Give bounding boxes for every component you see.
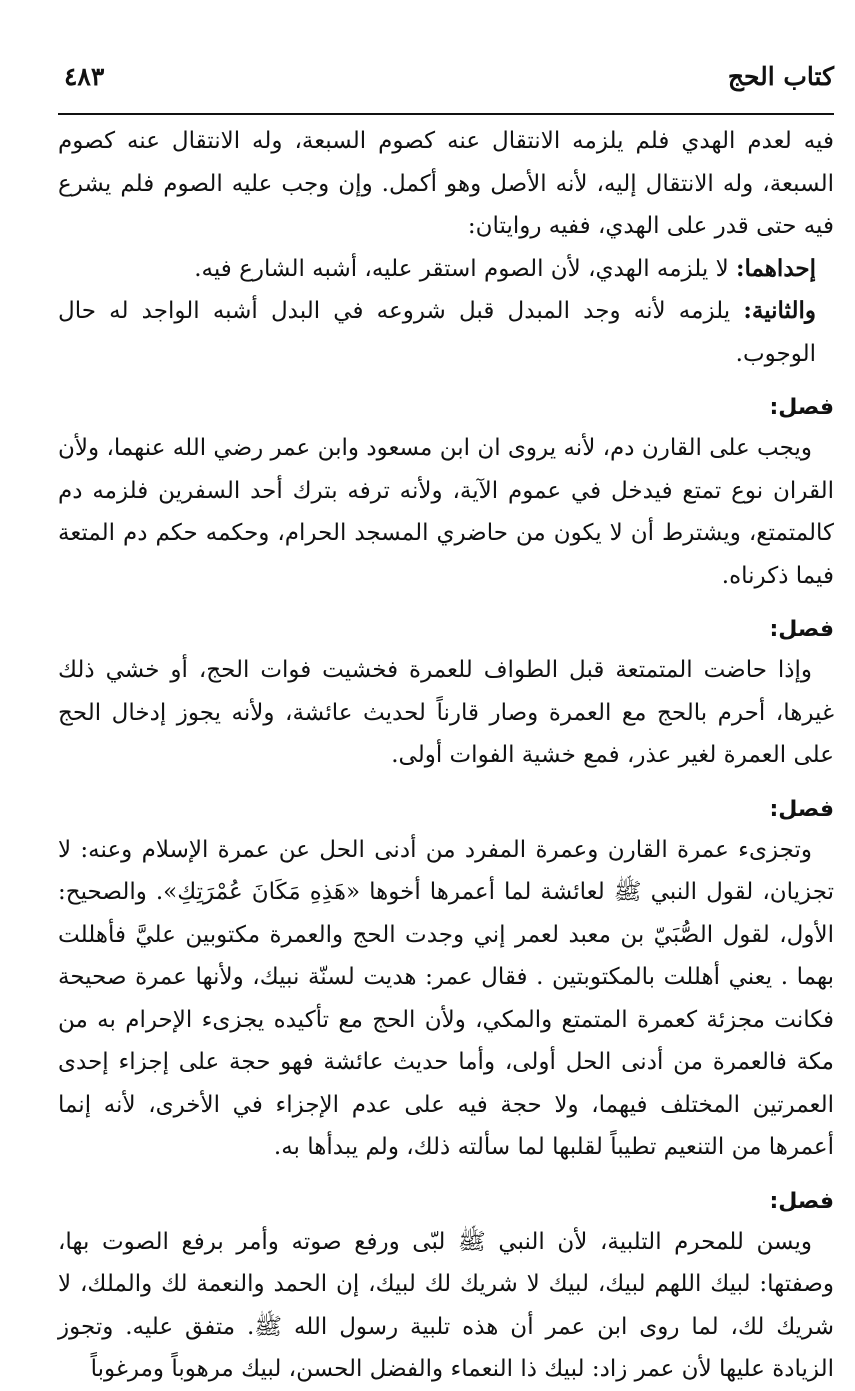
page-body <box>58 120 834 1391</box>
second-narration-text: يلزمه لأنه وجد المبدل قبل شروعه في البدل أشبه الواجد له حال الوجوب. <box>58 298 816 367</box>
second-narration <box>58 290 834 375</box>
header-rule <box>58 113 834 115</box>
section-paragraph: ويسن للمحرم التلبية، لأن النبي ﷺ لبّى ورفع صوته وأمر برفع الصوت بها، وصفتها: لبيك اللهم لبيك، لبيك لا شريك لك لبيك، إن الحمد والنعمة لك والملك، لا شريك لك، لما روى ابن عمر أن هذه تلبية رسول الله ﷺ. متفق عليه. وتجوز الزيادة عليها لأن عمر زاد: لبيك ذا النعماء والفضل الحسن، لبيك مرهوباً ومرغوباً <box>58 1228 834 1382</box>
section-paragraph: وتجزىء عمرة القارن وعمرة المفرد من أدنى الحل عن عمرة الإسلام وعنه: لا تجزيان، لقول النبي ﷺ لعائشة لما أعمرها أخوها «هَذِهِ مَكَانَ عُمْرَتِكِ». والصحيح: الأول، لقول الصُّبَيّ بن معبد لعمر إني وجدت الحج والعمرة مكتوبين عليَّ فأهللت بهما . يعني أهللت بالمكتوبتين . فقال عمر: هديت لسنّة نبيك، ولأنها عمرة صحيحة فكانت مجزئة كعمرة المتمتع والمكي، ولأن الحج مع تأكيده يجزىء الإحرام به من مكة فالعمرة من أدنى الحل أولى، وأما حديث عائشة فهو حجة على إجزاء إحدى العمرتين المختلف فيهما، ولا حجة فيه على عدم الإجزاء في الأخرى، لأنه إنما أعمرها من التنعيم تطيباً لقلبها لما سألته ذلك، ولم يبدأها به. <box>58 836 834 1160</box>
first-narration-text: لا يلزمه الهدي، لأن الصوم استقر عليه، أشبه الشارع فيه. <box>194 255 736 282</box>
page-number: ٤٨٣ <box>64 62 105 91</box>
section-paragraph: ويجب على القارن دم، لأنه يروى ان ابن مسعود وابن عمر رضي الله عنهما، ولأن القران نوع تمتع فيدخل في عموم الآية، ولأنه ترفه بترك أحد السفرين فلزمه دم كالمتمتع، ويشترط أن لا يكون من حاضري المسجد الحرام، وحكمه حكم دم المتعة فيما ذكرناه. <box>58 435 834 589</box>
section-heading: فصل: <box>769 796 834 822</box>
second-narration-label: والثانية: <box>743 297 816 324</box>
first-narration <box>58 248 834 291</box>
section-paragraph: وإذا حاضت المتمتعة قبل الطواف للعمرة فخشيت فوات الحج، أو خشي ذلك غيرها، أحرم بالحج مع العمرة وصار قارناً لحديث عائشة، ولأنه يجوز إدخال الحج على العمرة لغير عذر، فمع خشية الفوات أولى. <box>58 657 834 768</box>
section-heading: فصل: <box>769 1188 834 1214</box>
section-heading: فصل: <box>769 395 834 420</box>
running-title: كتاب الحج <box>727 62 834 91</box>
page-header <box>58 62 834 102</box>
intro-paragraph: فيه لعدم الهدي فلم يلزمه الانتقال عنه كصوم السبعة، وله الانتقال عنه كصوم السبعة، وله الانتقال إليه، لأنه الأصل وهو أكمل. وإن وجب عليه الصوم فلم يشرع فيه حتى قدر على الهدي، ففيه روايتان: <box>58 128 834 239</box>
first-narration-label: إحداهما: <box>736 254 816 282</box>
section-heading: فصل: <box>769 617 834 642</box>
